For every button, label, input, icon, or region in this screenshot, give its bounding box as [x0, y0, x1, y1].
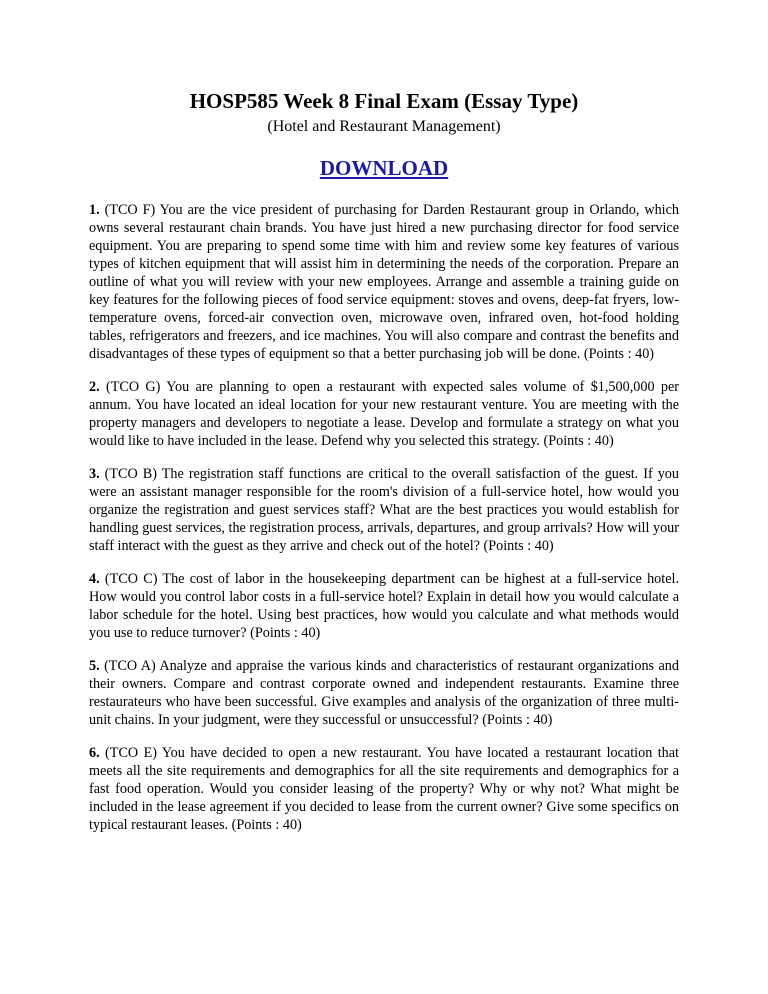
question-number: 4.	[89, 571, 100, 587]
download-link[interactable]: DOWNLOAD	[319, 156, 449, 180]
question-text: (TCO F) You are the vice president of purchasing for Darden Restaurant group in Orlando, which owns several restaurant chain brands. You have just hired a new purchasing director for food service equipment. You are preparing to spend some time with him and review some key features of various types of kitchen equipment that will assist him in determining the needs of the corporation. Prepare an outline of what you will review with your new employees. Arrange and assemble a training guide on key features for the following pieces of food service equipment: stoves and ovens, deep-fat fryers, low-temperature ovens, forced-air convection oven, microwave oven, infrared oven, hot-food holding tables, refrigerators and freezers, and ice machines. You will also compare and contrast the benefits and disadvantages of these types of equipment so that a better purchasing job will be done. (Points : 40)	[89, 202, 679, 362]
question-text: (TCO G) You are planning to open a restaurant with expected sales volume of $1,500,000 per annum. You have located an ideal location for your new restaurant venture. You are meeting with the property managers and developers to negotiate a lease. Develop and formulate a strategy on what you would like to have included in the lease. Defend why you selected this strategy. (Points : 40)	[89, 379, 679, 449]
document-page	[89, 88, 679, 849]
question-number: 2.	[89, 379, 100, 395]
question-2	[89, 378, 679, 450]
page-subtitle: (Hotel and Restaurant Management)	[267, 118, 501, 135]
question-text: (TCO A) Analyze and appraise the various kinds and characteristics of restaurant organizations and their owners. Compare and contrast corporate owned and independent restaurants. Examine three restaurateurs who have been successful. Give examples and analysis of the organization of three multi-unit chains. In your judgment, were they successful or unsuccessful? (Points : 40)	[89, 658, 679, 728]
question-number: 5.	[89, 658, 100, 674]
question-5	[89, 657, 679, 729]
question-number: 6.	[89, 745, 100, 761]
question-1	[89, 201, 679, 363]
question-text: (TCO E) You have decided to open a new restaurant. You have located a restaurant location that meets all the site requirements and demographics for all the site requirements and demographics for a fast food operation. Would you consider leasing of the property? Why or why not? What might be included in the lease agreement if you decided to lease from the current owner? Give some specifics on typical restaurant leases. (Points : 40)	[89, 745, 679, 833]
question-list	[89, 201, 679, 834]
question-number: 1.	[89, 202, 100, 218]
question-3	[89, 465, 679, 555]
question-number: 3.	[89, 466, 100, 482]
page-title: HOSP585 Week 8 Final Exam (Essay Type)	[189, 89, 579, 113]
question-4	[89, 570, 679, 642]
question-text: (TCO B) The registration staff functions are critical to the overall satisfaction of the guest. If you were an assistant manager responsible for the room's division of a full-service hotel, how would you organize the registration and guest services staff? What are the best practices you would establish for handling guest services, the registration process, arrivals, departures, and group arrivals? How will your staff interact with the guest as they arrive and check out of the hotel? (Points : 40)	[89, 466, 679, 554]
question-6	[89, 744, 679, 834]
question-text: (TCO C) The cost of labor in the housekeeping department can be highest at a full-service hotel. How would you control labor costs in a full-service hotel? Explain in detail how you would calculate a labor schedule for the hotel. Using best practices, how would you calculate and what methods would you use to reduce turnover? (Points : 40)	[89, 571, 679, 641]
